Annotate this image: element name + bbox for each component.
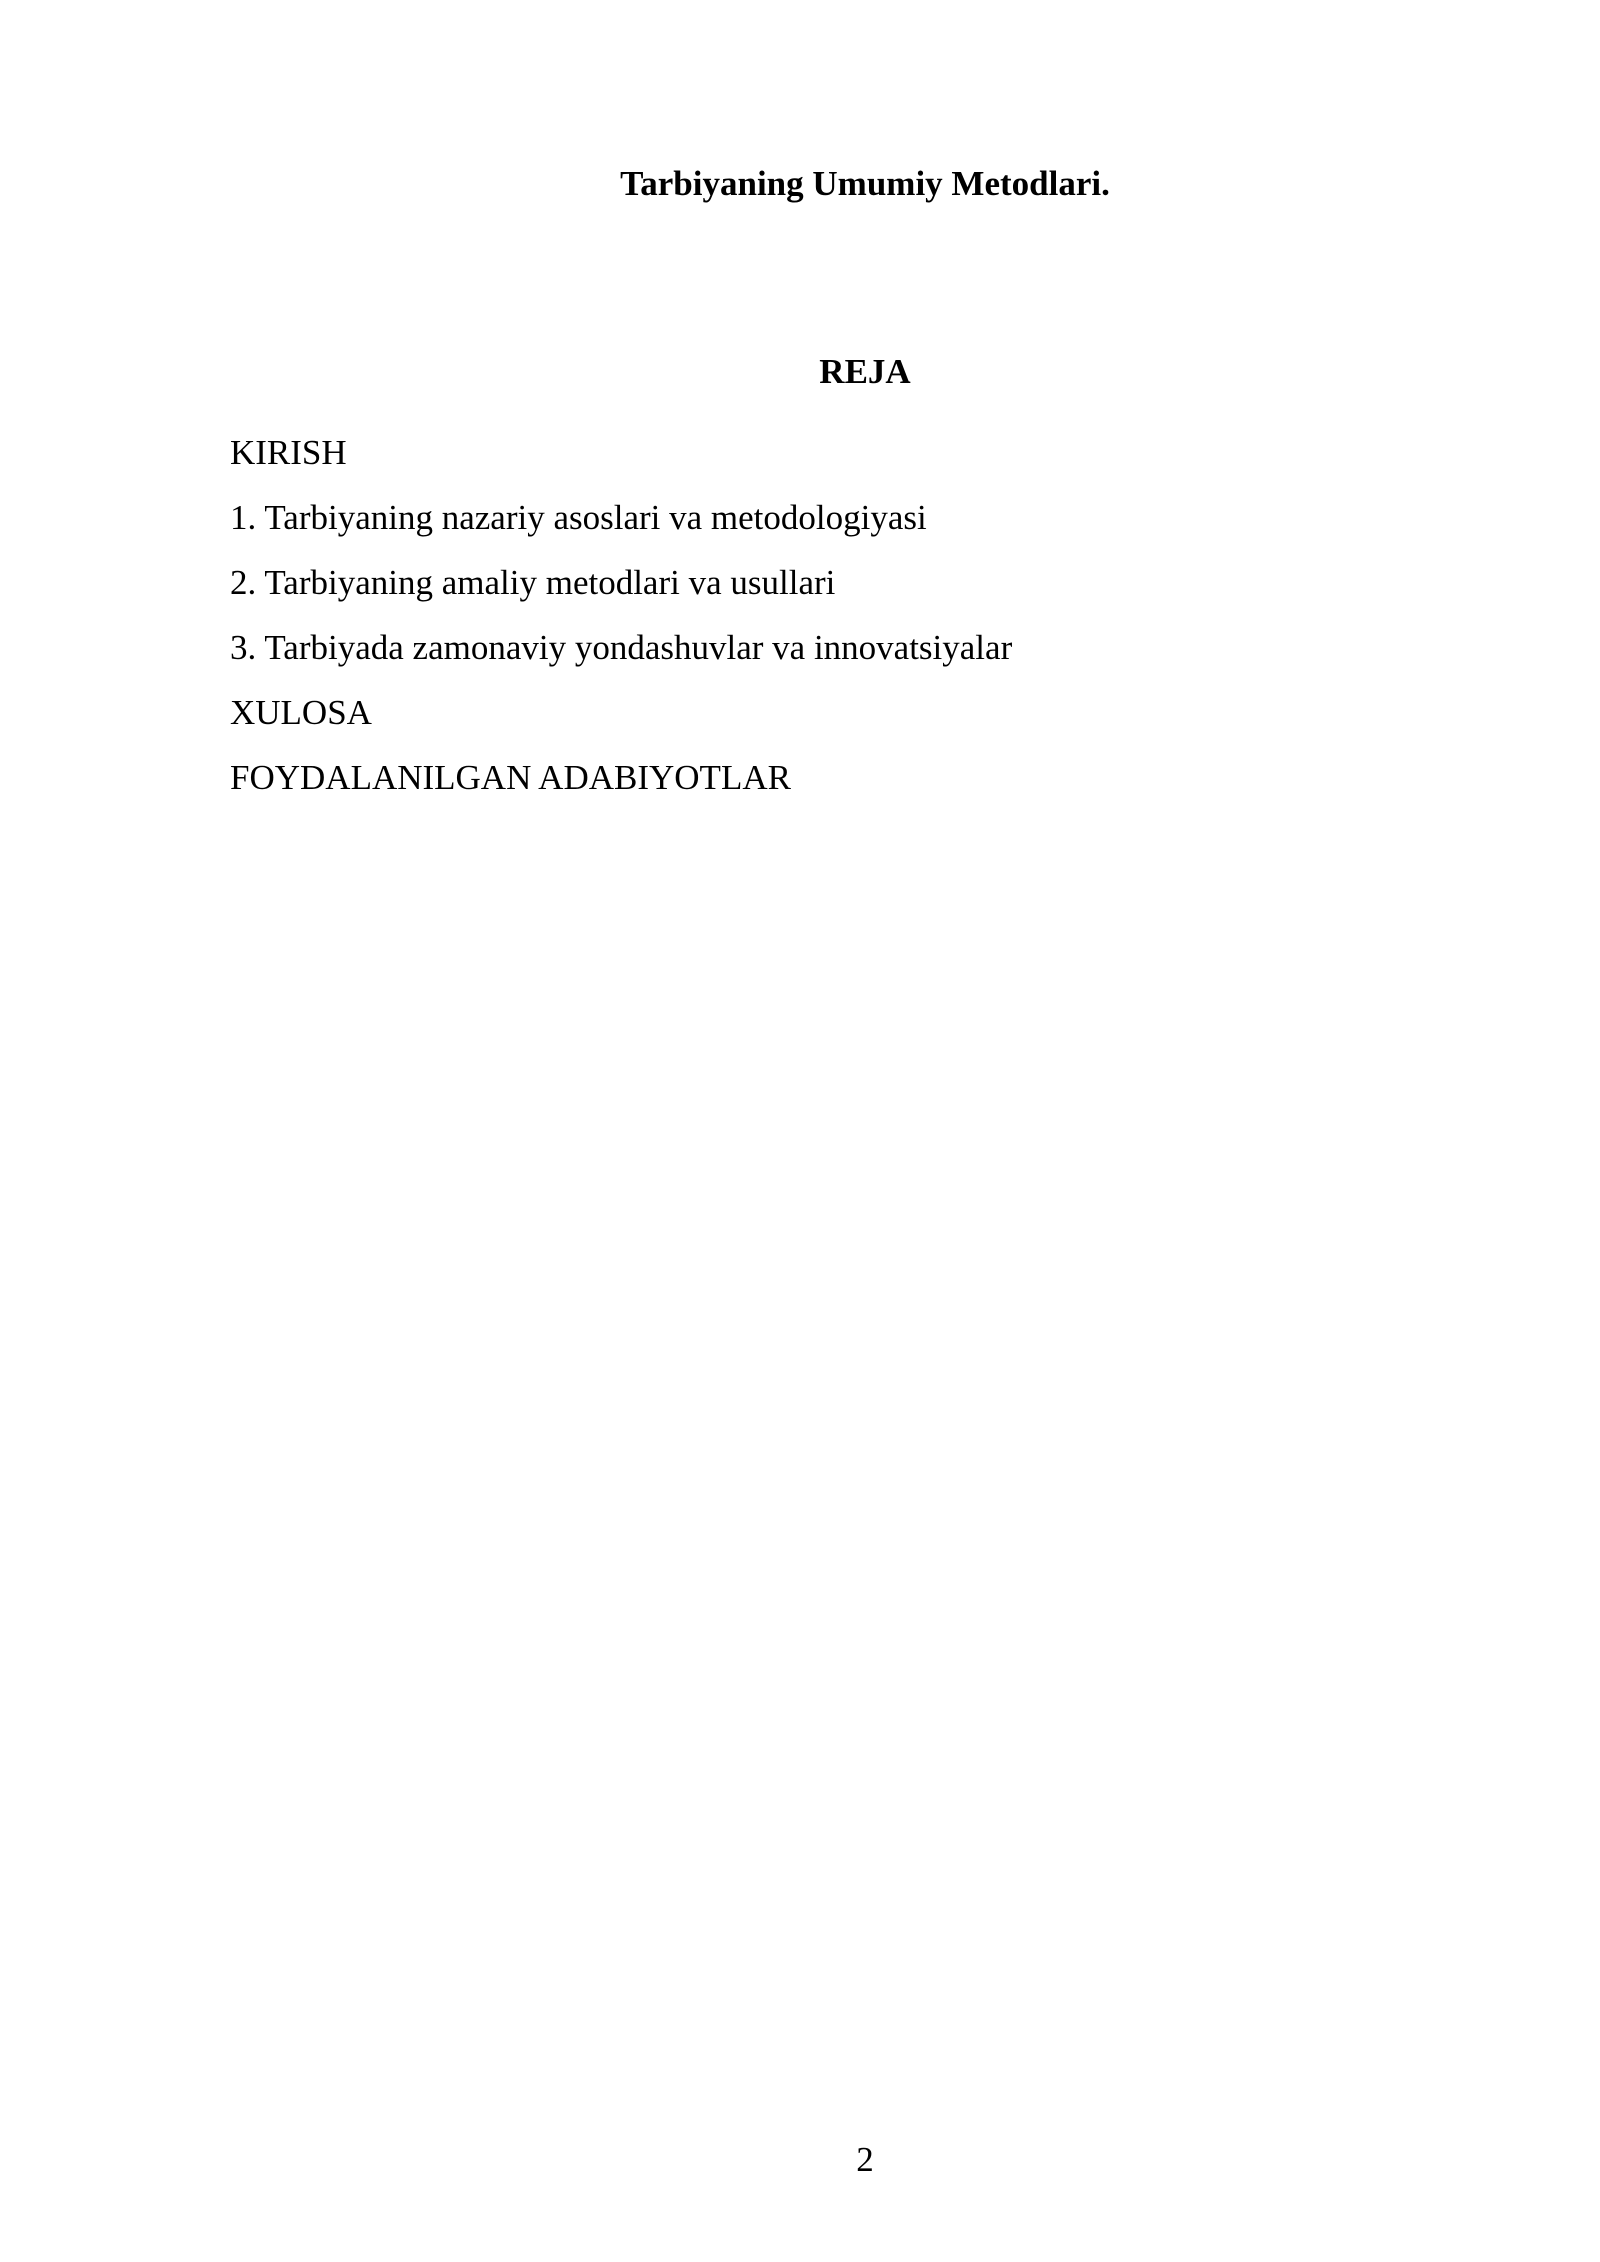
toc-item-chapter-1: 1. Tarbiyaning nazariy asoslari va metodologiyasi — [230, 498, 927, 537]
toc-item-conclusion: XULOSA — [230, 693, 372, 732]
toc-item-chapter-3: 3. Tarbiyada zamonaviy yondashuvlar va innovatsiyalar — [230, 628, 1013, 667]
table-of-contents — [230, 420, 1012, 810]
toc-item-chapter-2: 2. Tarbiyaning amaliy metodlari va usullari — [230, 563, 836, 602]
toc-item-introduction: KIRISH — [230, 433, 347, 472]
toc-item-references: FOYDALANILGAN ADABIYOTLAR — [230, 758, 791, 797]
plan-heading: REJA — [819, 352, 911, 391]
page-number: 2 — [856, 2140, 874, 2179]
document-title: Tarbiyaning Umumiy Metodlari. — [620, 164, 1110, 203]
